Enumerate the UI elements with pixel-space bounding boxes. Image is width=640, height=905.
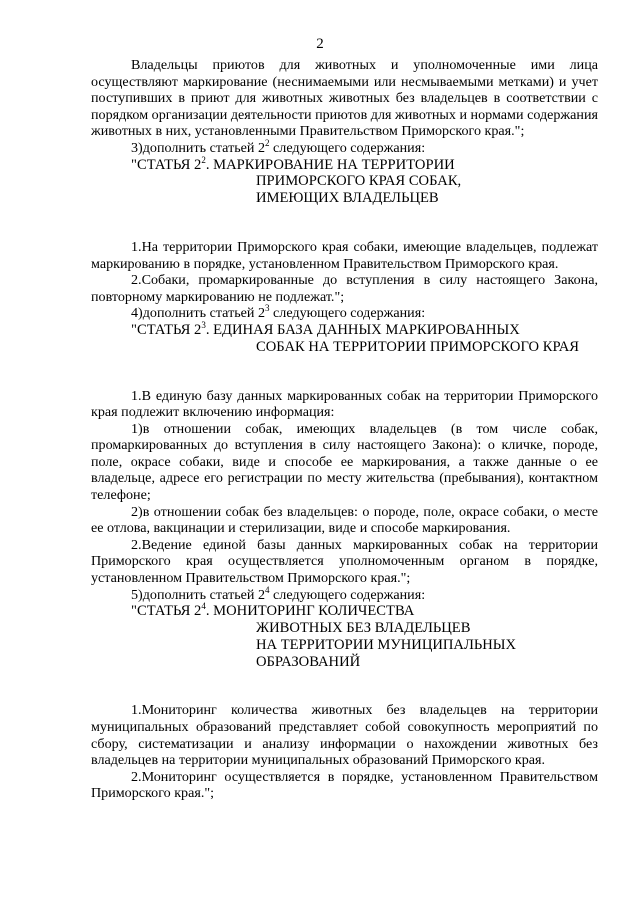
article-paragraph: 2.Ведение единой базы данных маркированных собак на территории Приморского края осуществляется уполномоченным органом в порядке, установленном Правительством Приморского края."; [91, 536, 598, 587]
amendment-command-5: 5)дополнить статьей $2^4$ следующего содержания: [131, 584, 426, 603]
article-paragraph: 1.Мониторинг количества животных без владельцев на территории муниципальных образований представляет собой совокупность мероприятий по сбору, систематизации и анализу информации о нахождении животных без владельцев на территории муниципальных образований Приморского края. [91, 702, 598, 769]
article-subparagraph: 1)в отношении собак, имеющих владельцев (в том числе собак, промаркированных до вступления в силу настоящего Закона): о кличке, породе, поле, окрасе собаки, виде и способе ее маркирования, а также данные о ее владельце, адресе его регистрации по месту жительства (пребывания), контактном телефоне; [91, 420, 598, 504]
article-paragraph: 1.В единую базу данных маркированных собак на территории Приморского края подлежит включению информация: [91, 387, 598, 421]
article-heading-2-4: "СТАТЬЯ $2^4$. МОНИТОРИНГ КОЛИЧЕСТВА ЖИВОТНЫХ БЕЗ ВЛАДЕЛЬЦЕВ НА ТЕРРИТОРИИ МУНИЦИПАЛЬНЫХ ОБРАЗОВАНИЙ [131, 601, 517, 670]
document-body [91, 57, 598, 802]
amendment-command-3: 3)дополнить статьей $2^2$ следующего содержания: [131, 137, 426, 156]
article-paragraph: 1.На территории Приморского края собаки, имеющие владельцев, подлежат маркированию в порядке, установленном Правительством Приморского края. [91, 238, 598, 272]
paragraph: Владельцы приютов для животных и уполномоченные ими лица осуществляют маркирование (неснимаемыми или несмываемыми метками) и учет поступивших в приют для животных животных без владельцев в соответствии с порядком организации деятельности приютов для животных и нормами содержания животных в них, установленными Правительством Приморского края."; [91, 57, 598, 140]
article-heading-2-3: "СТАТЬЯ $2^3$. ЕДИНАЯ БАЗА ДАННЫХ МАРКИРОВАННЫХ СОБАК НА ТЕРРИТОРИИ ПРИМОРСКОГО КРАЯ [131, 319, 579, 355]
amendment-command-4: 4)дополнить статьей $2^3$ следующего содержания: [131, 303, 426, 322]
page-number: 2 [316, 36, 324, 52]
article-subparagraph: 2)в отношении собак без владельцев: о породе, поле, окрасе собаки, о месте ее отлова, вакцинации и стерилизации, виде и способе маркирования. [91, 503, 598, 537]
article-paragraph: 2.Собаки, промаркированные до вступления в силу настоящего Закона, повторному маркированию не подлежат."; [91, 272, 598, 305]
article-paragraph: 2.Мониторинг осуществляется в порядке, установленном Правительством Приморского края."; [91, 768, 598, 802]
article-heading-2-2: "СТАТЬЯ $2^2$. МАРКИРОВАНИЕ НА ТЕРРИТОРИИ ПРИМОРСКОГО КРАЯ СОБАК, ИМЕЮЩИХ ВЛАДЕЛЬЦЕВ [131, 154, 462, 207]
